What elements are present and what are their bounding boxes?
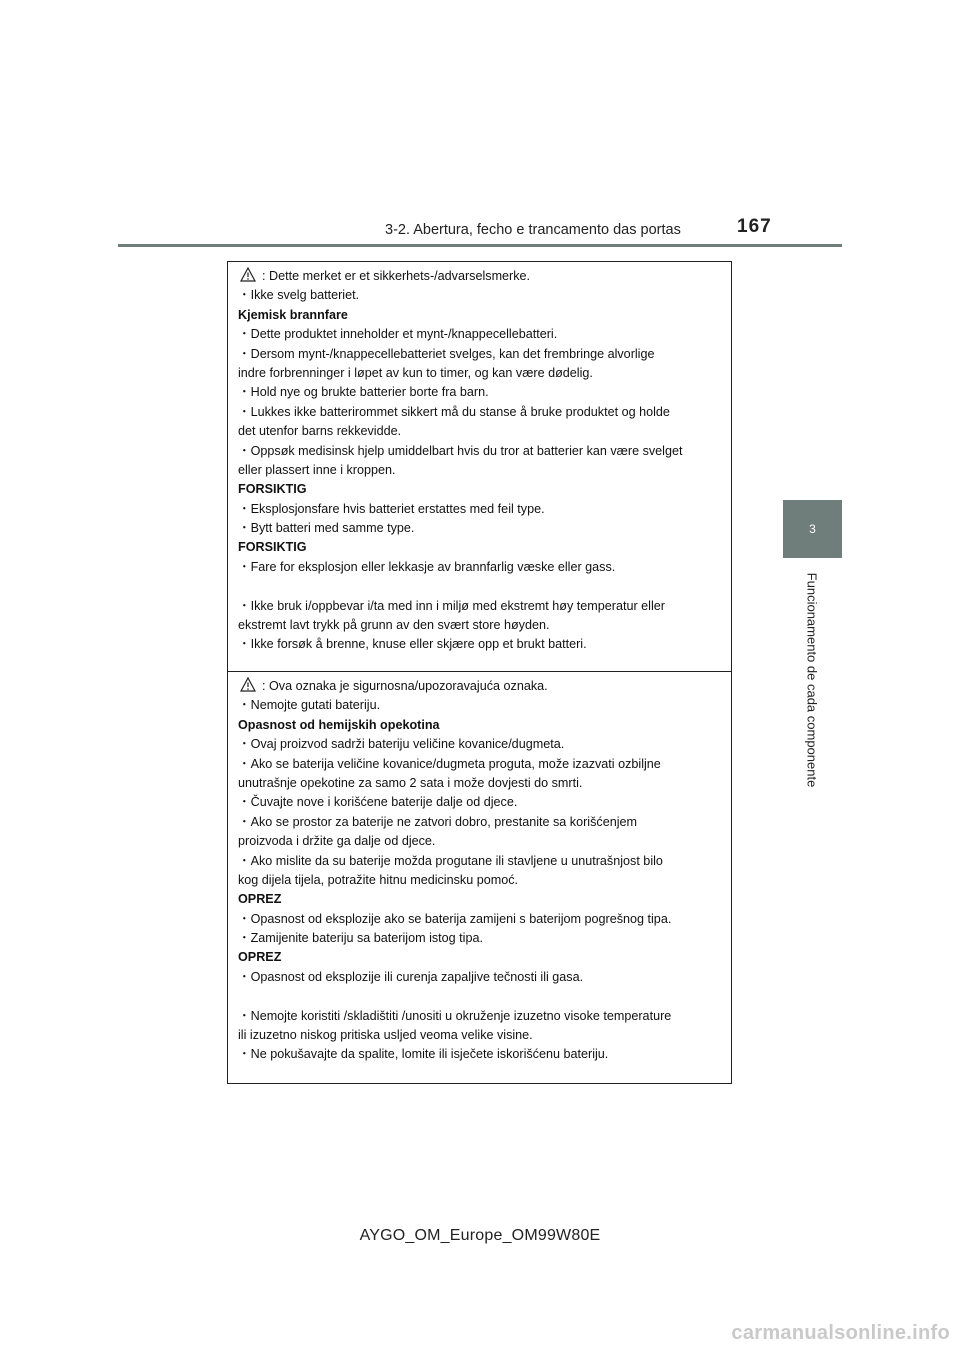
warning-section-croatian — [228, 672, 731, 1065]
spacer — [238, 577, 721, 596]
list-item: ・ Dersom mynt-/knappecellebatteriet svelges, kan det frembringe alvorlige — [238, 345, 721, 364]
list-item: ・ Oppsøk medisinsk hjelp umiddelbart hvis du tror at batterier kan være svelget — [238, 442, 721, 461]
spacer — [238, 987, 721, 1006]
list-item: ・ Hold nye og brukte batterier borte fra barn. — [238, 383, 721, 402]
warning-intro: : Dette merket er et sikkerhets-/advarselsmerke. — [238, 267, 721, 286]
list-item-continued: proizvoda i držite ga dalje od djece. — [238, 834, 436, 849]
list-item: ・ Zamijenite bateriju sa baterijom istog tipa. — [238, 929, 721, 948]
header-divider — [118, 244, 842, 247]
list-item: ・ Eksplosjonsfare hvis batteriet erstattes med feil type. — [238, 500, 721, 519]
list-item: ・ Opasnost od eksplozije ili curenja zapaljive tečnosti ili gasa. — [238, 968, 721, 987]
subheading: FORSIKTIG — [238, 540, 307, 555]
list-item: ・ Ako se baterija veličine kovanice/dugmeta proguta, može izazvati ozbiljne — [238, 755, 721, 774]
chapter-tab — [783, 500, 842, 558]
document-code: AYGO_OM_Europe_OM99W80E — [359, 1227, 601, 1244]
list-item: ・ Čuvajte nove i korišćene baterije dalje od djece. — [238, 793, 721, 812]
list-item: ・ Ikke forsøk å brenne, knuse eller skjære opp et brukt batteri. — [238, 635, 721, 654]
list-item-continued: ili izuzetno niskog pritiska usljed veoma velike visine. — [238, 1028, 533, 1043]
subheading: OPREZ — [238, 950, 282, 965]
list-item-continued: kog dijela tijela, potražite hitnu medicinsku pomoć. — [238, 872, 519, 887]
subheading: FORSIKTIG — [238, 482, 307, 497]
chapter-number: 3 — [809, 522, 816, 536]
list-item: ・ Nemojte koristiti /skladištiti /unositi u okruženje izuzetno visoke temperature — [238, 1007, 721, 1026]
subheading: Opasnost od hemijskih opekotina — [238, 717, 440, 732]
warning-triangle-icon — [240, 267, 256, 282]
site-watermark: carmanualsonline.info — [731, 1322, 950, 1344]
list-item: ・ Dette produktet inneholder et mynt-/knappecellebatteri. — [238, 325, 721, 344]
list-item: ・ Ikke svelg batteriet. — [238, 286, 721, 305]
list-item: ・ Ako mislite da su baterije možda progutane ili stavljene u unutrašnjost bilo — [238, 852, 721, 871]
subheading: OPREZ — [238, 892, 282, 907]
list-item-continued: indre forbrenninger i løpet av kun to timer, og kan være dødelig. — [238, 365, 593, 380]
warning-box — [227, 261, 732, 1084]
warning-section-norwegian — [228, 262, 731, 672]
list-item: ・ Ako se prostor za baterije ne zatvori dobro, prestanite sa korišćenjem — [238, 813, 721, 832]
list-item: ・ Ikke bruk i/oppbevar i/ta med inn i miljø med ekstremt høy temperatur eller — [238, 597, 721, 616]
chapter-label: Funcionamento de cada componente — [804, 572, 820, 788]
list-item-continued: unutrašnje opekotine za samo 2 sata i može dovjesti do smrti. — [238, 775, 583, 790]
list-item: ・ Nemojte gutati bateriju. — [238, 696, 721, 715]
list-item: ・ Lukkes ikke batterirommet sikkert må du stanse å bruke produktet og holde — [238, 403, 721, 422]
list-item: ・ Opasnost od eksplozije ako se baterija zamijeni s baterijom pogrešnog tipa. — [238, 910, 721, 929]
warning-intro: : Ova oznaka je sigurnosna/upozoravajuća oznaka. — [238, 677, 721, 696]
list-item-continued: eller plassert inne i kroppen. — [238, 462, 396, 477]
page-number: 167 — [737, 216, 772, 237]
warning-triangle-icon — [240, 677, 256, 692]
list-item: ・ Ne pokušavajte da spalite, lomite ili isječete iskorišćenu bateriju. — [238, 1045, 721, 1064]
subheading: Kjemisk brannfare — [238, 307, 348, 322]
list-item: ・ Fare for eksplosjon eller lekkasje av brannfarlig væske eller gass. — [238, 558, 721, 577]
list-item-continued: det utenfor barns rekkevidde. — [238, 424, 402, 439]
list-item-continued: ekstremt lavt trykk på grunn av den svært store høyden. — [238, 618, 550, 633]
section-title: 3-2. Abertura, fecho e trancamento das portas — [385, 222, 681, 238]
list-item: ・ Bytt batteri med samme type. — [238, 519, 721, 538]
list-item: ・ Ovaj proizvod sadrži bateriju veličine kovanice/dugmeta. — [238, 735, 721, 754]
